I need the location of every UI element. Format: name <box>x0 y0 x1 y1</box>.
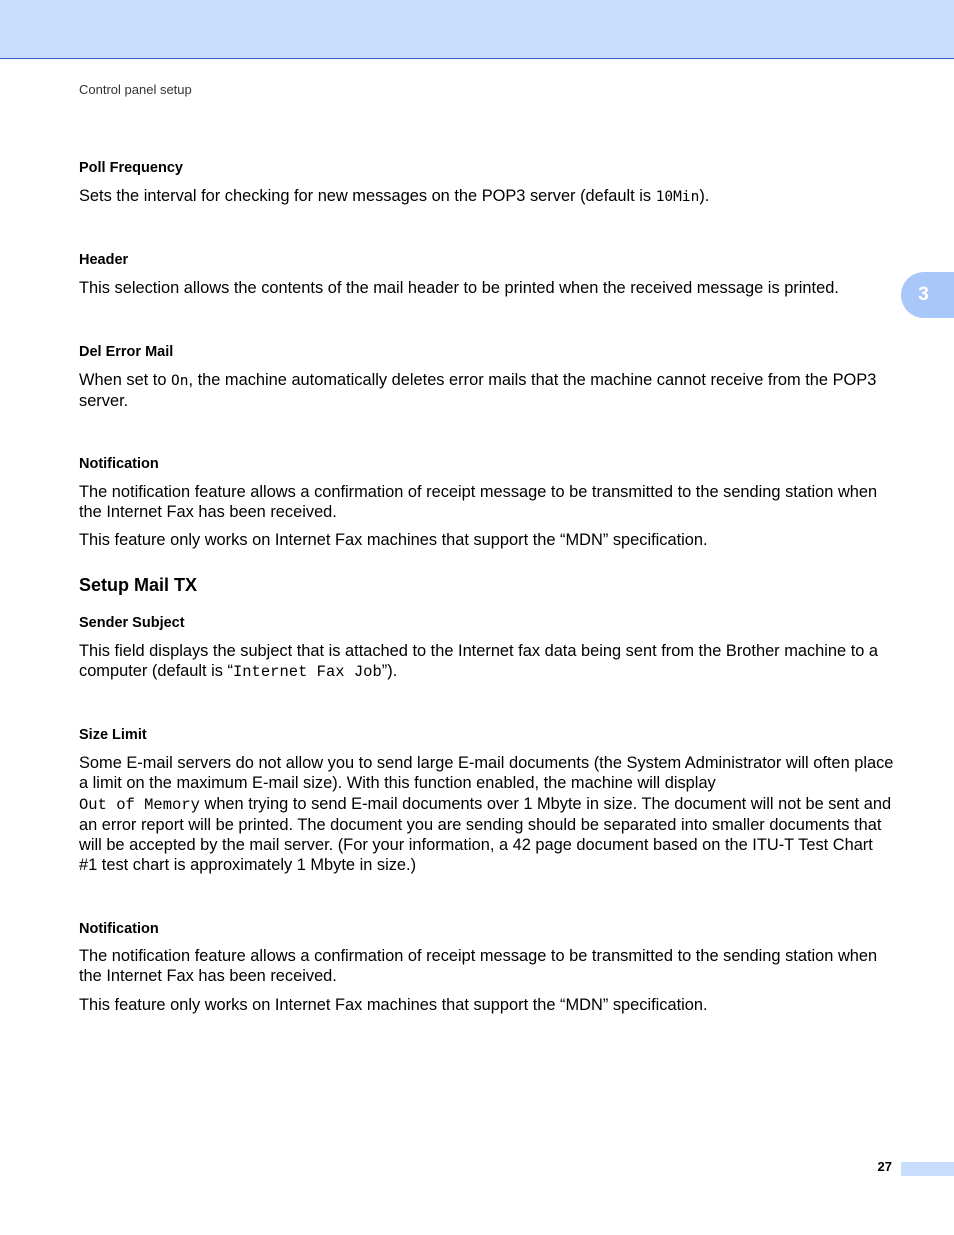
header-band <box>0 0 954 59</box>
poll-frequency-text-a: Sets the interval for checking for new messages on the POP3 server (default is <box>79 187 656 205</box>
notification-rx-p1: The notification feature allows a confirmation of receipt message to be transmitted to the sending station when the Internet Fax has been received. <box>79 483 878 522</box>
size-limit-message: Out of Memory <box>79 795 200 814</box>
page-number: 27 <box>877 1159 892 1174</box>
chapter-tab: 3 <box>901 272 954 318</box>
poll-frequency-heading: Poll Frequency <box>79 160 183 176</box>
size-limit-text-a: Some E-mail servers do not allow you to send large E-mail documents (the System Administrator will often place a limit on the maximum E-mail size). With this function enabled, the machine will display <box>79 754 894 793</box>
sender-subject-text <box>79 641 894 683</box>
notification-tx-p1: The notification feature allows a confirmation of receipt message to be transmitted to the sending station when the Internet Fax has been received. <box>79 947 878 986</box>
notification-tx-p2: This feature only works on Internet Fax machines that support the “MDN” specification. <box>79 996 708 1014</box>
header-text: This selection allows the contents of the mail header to be printed when the received message is printed. <box>79 279 839 297</box>
sender-subject-default: Internet Fax Job <box>232 663 382 682</box>
poll-frequency-text <box>79 186 894 207</box>
size-limit-text <box>79 753 894 876</box>
header-heading: Header <box>79 252 129 268</box>
poll-frequency-default: 10Min <box>655 189 700 205</box>
setup-mail-tx-heading: Setup Mail TX <box>79 575 198 595</box>
notification-rx-p2: This feature only works on Internet Fax machines that support the “MDN” specification. <box>79 531 708 549</box>
size-limit-heading: Size Limit <box>79 727 147 743</box>
running-head: Control panel setup <box>79 82 192 97</box>
del-error-mail-text <box>79 370 894 412</box>
del-error-mail-on: On <box>171 373 189 389</box>
page-number-bar <box>901 1162 954 1176</box>
notification-tx-heading: Notification <box>79 921 159 937</box>
sender-subject-text-a: This field displays the subject that is attached to the Internet fax data being sent from the Brother machine to a computer (default is “ <box>79 642 879 681</box>
poll-frequency-text-b: ). <box>699 187 710 205</box>
del-error-mail-text-a: When set to <box>79 371 172 389</box>
size-limit-text-b: when trying to send E-mail documents over 1 Mbyte in size. The document will not be sent and an error report will be printed. The document you are sending should be separated into smaller documents that will be accepted by the mail server. (For your information, a 42 page document based on the ITU-T Test Chart #1 test chart is approximately 1 Mbyte in size.) <box>79 794 892 875</box>
del-error-mail-heading: Del Error Mail <box>79 344 174 360</box>
sender-subject-heading: Sender Subject <box>79 615 185 631</box>
notification-rx-heading: Notification <box>79 456 159 472</box>
sender-subject-text-b: ”). <box>381 662 398 681</box>
del-error-mail-text-b: , the machine automatically deletes error mails that the machine cannot receive from the POP3 server. <box>79 371 877 411</box>
